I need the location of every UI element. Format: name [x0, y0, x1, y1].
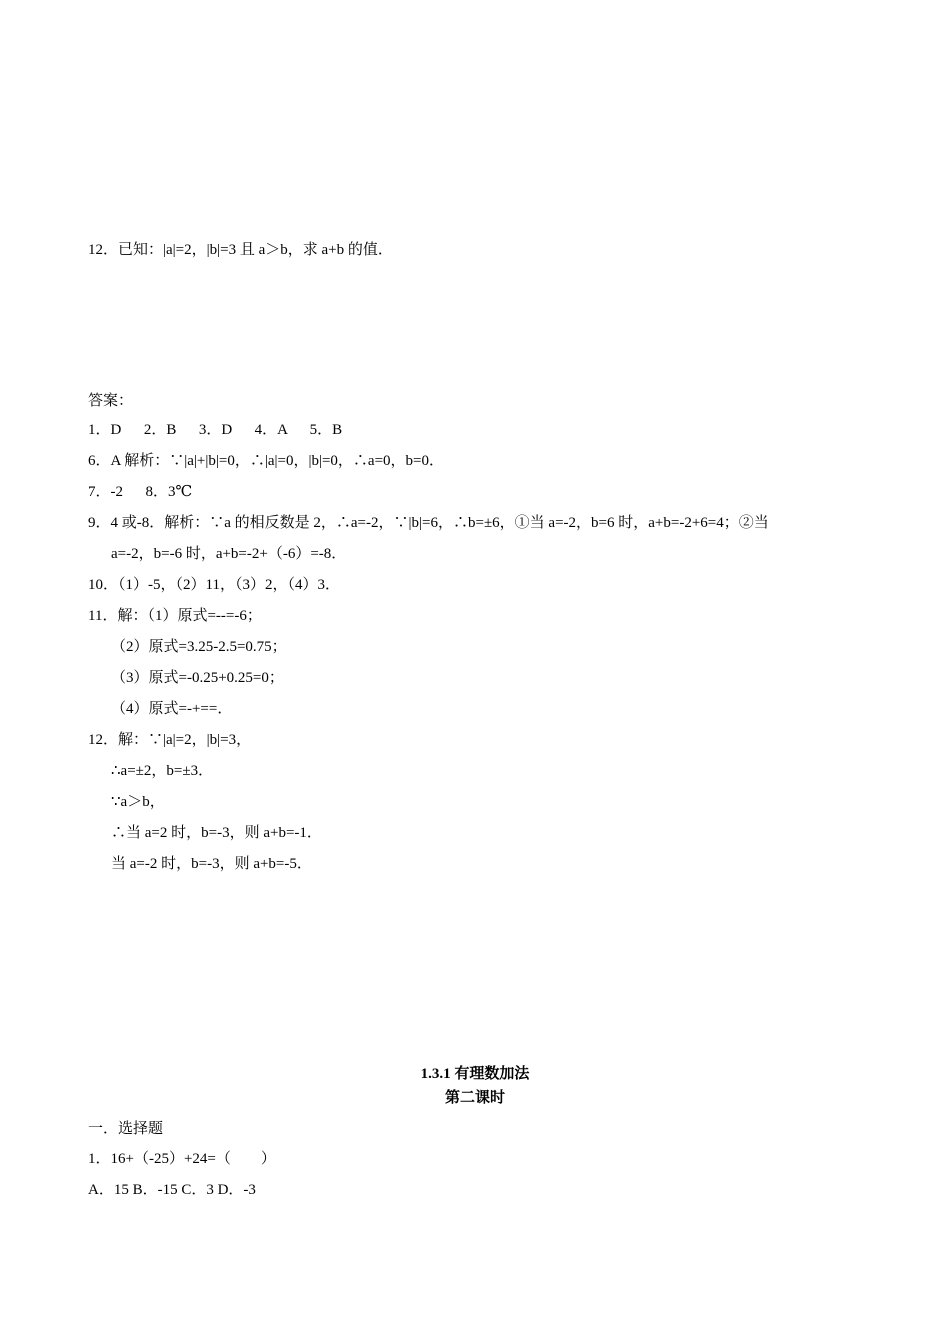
answer-line-9: 9．4 或-8．解析：∵a 的相反数是 2，∴a=-2，∵|b|=6，∴b=±6，①当 a=-2，b=6 时，a+b=-2+6=4；②当 — [88, 515, 769, 531]
section-title: 1.3.1 有理数加法 — [420, 1066, 530, 1082]
answer-line-1-5: 1．D 2．B 3．D 4．A 5．B — [88, 422, 343, 438]
question-1: 1．16+（-25）+24=（ ） — [88, 1151, 276, 1167]
answer-line-11: 11．解：（1）原式=--=-6； — [88, 608, 262, 624]
section-subtitle: 第二课时 — [444, 1090, 505, 1106]
question-12: 12．已知：|a|=2，|b|=3 且 a＞b，求 a+b 的值． — [88, 242, 393, 258]
answer-line-12: 12．解：∵|a|=2，|b|=3， — [88, 732, 252, 748]
answers-heading: 答案： — [88, 393, 134, 409]
answer-line-12-5: 当 a=-2 时，b=-3，则 a+b=-5． — [111, 856, 312, 872]
answer-line-11-2: （2）原式=3.25-2.5=0.75； — [111, 639, 287, 655]
answer-line-12-3: ∵a＞b， — [111, 794, 165, 810]
answer-line-11-3: （3）原式=-0.25+0.25=0； — [111, 670, 284, 686]
answer-line-10: 10．（1）-5，（2）11，（3）2，（4）3． — [88, 577, 340, 593]
answer-line-12-4: ∴当 a=2 时，b=-3，则 a+b=-1． — [111, 825, 322, 841]
answer-line-7-8: 7．-2 8．3℃ — [88, 484, 193, 500]
answer-line-12-2: ∴a=±2，b=±3． — [111, 763, 214, 779]
answer-line-6: 6．A 解析：∵|a|+|b|=0，∴|a|=0，|b|=0，∴a=0，b=0． — [88, 453, 445, 469]
answer-line-9-cont: a=-2，b=-6 时，a+b=-2+（-6）=-8． — [111, 546, 347, 562]
part-heading: 一．选择题 — [88, 1121, 164, 1137]
question-1-options: A．15 B．-15 C．3 D．-3 — [88, 1182, 256, 1198]
answer-line-11-4: （4）原式=-+==． — [111, 701, 233, 717]
